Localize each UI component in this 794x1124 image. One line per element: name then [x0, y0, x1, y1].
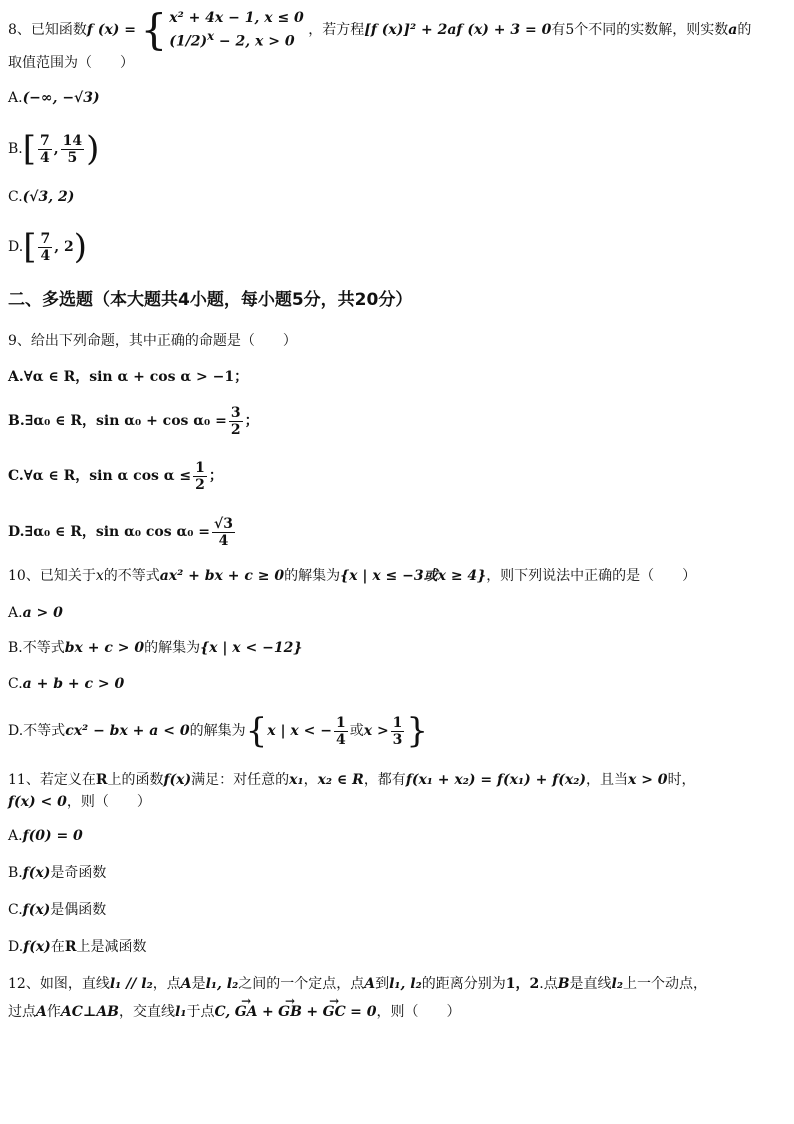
- q8-piecewise: [169, 9, 304, 51]
- q8-text1: 已知函数: [30, 22, 87, 38]
- q10-option-b[interactable]: B.不等式bx + c > 0的解集为{x | x < −12}: [8, 640, 303, 656]
- q9-option-b[interactable]: B.∃α₀ ∈ R，sin α₀ + cos α₀ = $\frac{3}{2}$ ；: [8, 404, 259, 438]
- q11-stem-line2: f(x) < 0，则（ ）: [8, 794, 151, 810]
- section-heading-multiple-choice: 二、多选题（本大题共4小题，每小题5分，共20分）: [8, 290, 413, 310]
- q8-number: 8、: [8, 22, 31, 38]
- q8-option-d-frac: $\frac{7}{4}$: [40, 230, 51, 264]
- brace-right-icon: }: [406, 711, 429, 751]
- paren-right-icon: ): [86, 129, 100, 169]
- q10-solution-set: {x | x ≤ −3或x ≥ 4}: [340, 568, 487, 584]
- q9-option-a[interactable]: A.∀α ∈ R，sin α + cos α > −1；: [8, 369, 249, 385]
- q8-option-a[interactable]: A.(−∞, −√3): [8, 90, 100, 106]
- q8-case1: x² + 4x − 1, x ≤ 0: [169, 10, 304, 27]
- bracket-left-icon: [: [22, 129, 37, 169]
- q8-text2: ，若方程: [308, 22, 365, 38]
- vector-gc: → GC: [323, 1002, 346, 1022]
- q8-equation: [f (x)]² + 2af (x) + 3 = 0: [364, 22, 552, 38]
- q8-option-b-frac2: $\frac{14}{5}$: [62, 132, 83, 166]
- q11-stem-line1: 11、若定义在R上的函数f(x)满足：对任意的x₁，x₂ ∈ R，都有f(x₁ + x₂) = f(x₁) + f(x₂)，且当x > 0时，: [8, 772, 696, 788]
- q10-option-c[interactable]: C.a + b + c > 0: [8, 676, 125, 692]
- brace-left-icon: {: [245, 711, 268, 751]
- q8-stem-line1: [8, 5, 780, 54]
- q8-option-c[interactable]: C.(√3, 2): [8, 189, 75, 205]
- q10-option-d[interactable]: D.不等式cx² − bx + a < 0的解集为{x | x < − $\frac{1}{4}$ 或x > $\frac{1}{3}$ }: [8, 711, 429, 751]
- q8-option-b[interactable]: B.[ $\frac{7}{4}$ , $\frac{14}{5}$ ): [8, 129, 100, 169]
- q11-option-c[interactable]: C.f(x)是偶函数: [8, 902, 107, 918]
- q8-option-c-math: (√3, 2): [22, 189, 75, 205]
- q8-option-b-frac1: $\frac{7}{4}$: [40, 132, 50, 166]
- q8-stem-line2: 取值范围为（ ）: [8, 55, 134, 71]
- q10-option-d-frac2: $\frac{1}{3}$: [392, 714, 403, 748]
- q8-function-name: f (x) =: [86, 22, 137, 38]
- piecewise-brace-icon: {: [140, 5, 168, 54]
- q9-option-b-frac: $\frac{3}{2}$: [230, 404, 241, 438]
- q12-stem-line1: 12、如图，直线l₁ // l₂，点A是l₁, l₂之间的一个定点，点A到l₁, l₂的距离分别为1，2.点B是直线l₂上一个动点，: [8, 976, 707, 992]
- q11-option-a[interactable]: A.f(0) = 0: [8, 828, 83, 844]
- q10-option-d-frac1: $\frac{1}{4}$: [335, 714, 346, 748]
- q8-option-a-math: (−∞, −√3): [22, 90, 100, 106]
- q10-stem: 10、已知关于x的不等式ax² + bx + c ≥ 0的解集为{x | x ≤ −3或x ≥ 4}，则下列说法中正确的是（ ）: [8, 568, 697, 584]
- vector-gb: → GB: [278, 1002, 302, 1022]
- q9-stem: 9、给出下列命题，其中正确的命题是（ ）: [8, 333, 297, 349]
- q8-var-a: a: [728, 22, 738, 38]
- q8-text3: 有5个不同的实数解，则实数: [551, 22, 729, 38]
- q12-stem-line2: 过点A作AC⊥AB，交直线l₁于点C, → GA + → GB + → GC = 0，则（ ）: [8, 1002, 780, 1022]
- q10-inequality: ax² + bx + c ≥ 0: [159, 568, 285, 584]
- q10-option-a[interactable]: A.a > 0: [8, 605, 63, 621]
- vector-ga: → GA: [235, 1002, 258, 1022]
- q9-option-c[interactable]: C.∀α ∈ R，sin α cos α ≤ $\frac{1}{2}$ ；: [8, 459, 223, 493]
- bracket-left-icon: [: [23, 227, 37, 267]
- q8-text4: 的: [737, 22, 752, 38]
- q11-option-d[interactable]: D.f(x)在R上是减函数: [8, 939, 147, 955]
- q8-option-d[interactable]: D.[ $\frac{7}{4}$ , 2): [8, 227, 87, 267]
- q9-option-d-frac: $\frac{√3}{4}$: [214, 515, 233, 549]
- q8-case2: $(1/2)^x - 2$, x > 0: [169, 29, 295, 50]
- q9-option-c-frac: $\frac{1}{2}$: [195, 459, 205, 493]
- q11-option-b[interactable]: B.f(x)是奇函数: [8, 865, 107, 881]
- q9-option-d[interactable]: D.∃α₀ ∈ R，sin α₀ cos α₀ = $\frac{√3}{4}$: [8, 515, 233, 549]
- paren-right-icon: ): [73, 227, 87, 267]
